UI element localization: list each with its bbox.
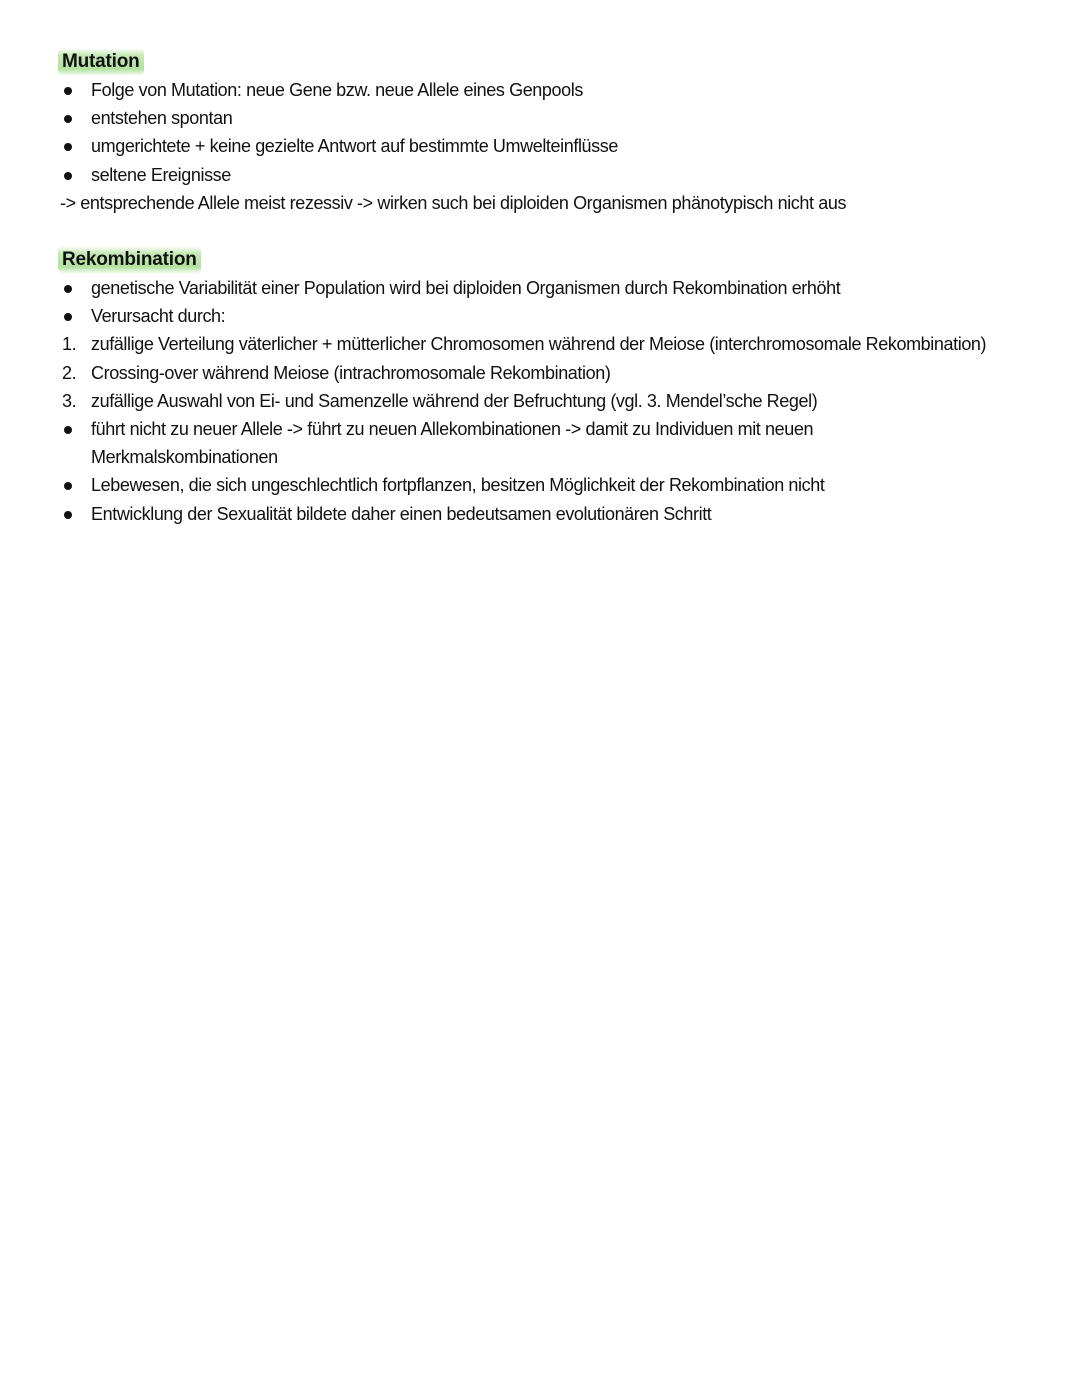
list-item-continuation <box>60 443 1040 471</box>
numbered-item <box>60 330 1040 358</box>
list-item <box>60 500 1040 528</box>
list-item-text: Folge von Mutation: neue Gene bzw. neue Allele eines Genpools <box>91 80 583 100</box>
bullet-icon <box>64 426 72 434</box>
rekombination-heading: Rekombination <box>58 246 201 274</box>
numbered-item-text: Crossing-over während Meiose (intrachromosomale Rekombination) <box>91 362 611 383</box>
bullet-icon <box>64 87 72 95</box>
bullet-icon <box>64 172 72 180</box>
item-number: 3. <box>62 390 77 411</box>
bullet-icon <box>64 511 72 519</box>
numbered-item-text: zufällige Auswahl von Ei- und Samenzelle während der Befruchtung (vgl. 3. Mendel’sche Regel) <box>91 390 818 411</box>
list-item <box>60 274 1040 302</box>
rekombination-section <box>60 246 1040 528</box>
bullet-icon <box>64 285 72 293</box>
list-item-text: Verursacht durch: <box>91 306 226 327</box>
numbered-item <box>60 387 1040 415</box>
list-item-text: genetische Variabilität einer Population wird bei diploiden Organismen durch Rekombination erhöht <box>91 278 841 298</box>
conclusion-line <box>60 189 1040 217</box>
mutation-section <box>60 48 1040 217</box>
list-item-text: Entwicklung der Sexualität bildete daher einen bedeutsamen evolutionären Schritt <box>91 503 712 524</box>
list-item <box>60 76 1040 104</box>
list-item <box>60 132 1040 160</box>
item-number: 1. <box>62 334 77 355</box>
list-item-text: seltene Ereignisse <box>91 164 231 185</box>
list-item <box>60 415 1040 443</box>
list-item-text: Merkmalskombinationen <box>91 447 278 468</box>
list-item-text: Lebewesen, die sich ungeschlechtlich fortpflanzen, besitzen Möglichkeit der Rekombination nicht <box>91 475 825 496</box>
numbered-item <box>60 359 1040 387</box>
list-item-text: umgerichtete + keine gezielte Antwort auf bestimmte Umwelteinflüsse <box>91 136 618 157</box>
list-item <box>60 161 1040 189</box>
list-item <box>60 104 1040 132</box>
conclusion-text: -> entsprechende Allele meist rezessiv -> wirken such bei diploiden Organismen phänotypisch nicht aus <box>60 192 847 213</box>
list-item <box>60 471 1040 499</box>
item-number: 2. <box>62 362 77 383</box>
list-item <box>60 302 1040 330</box>
numbered-item-text: zufällige Verteilung väterlicher + mütterlicher Chromosomen während der Meiose (interchromosomale Rekombination) <box>91 334 987 355</box>
mutation-heading: Mutation <box>58 48 144 76</box>
list-item-text: entstehen spontan <box>91 108 233 129</box>
list-item-text: führt nicht zu neuer Allele -> führt zu neuen Allekombinationen -> damit zu Individuen mit neuen <box>91 419 814 440</box>
